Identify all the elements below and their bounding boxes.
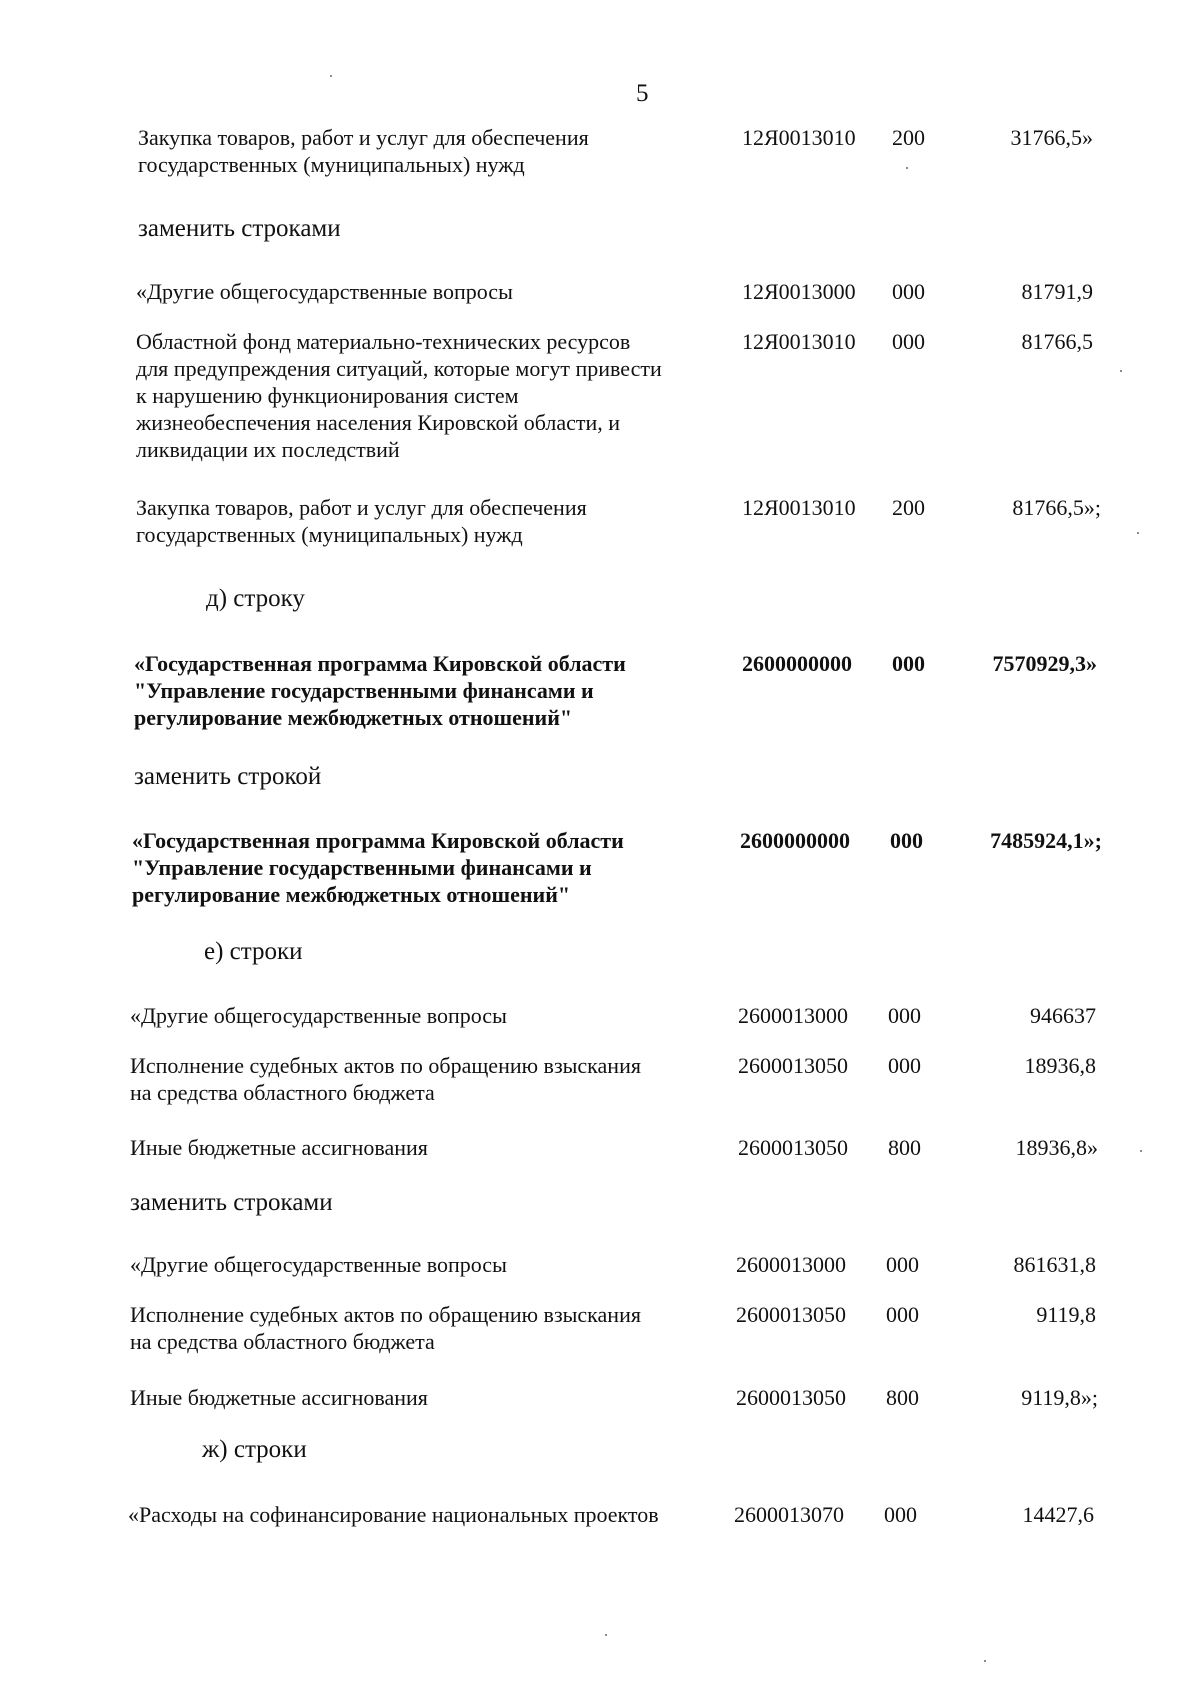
row-description: «Расходы на софинансирование национальных проектов — [128, 1502, 659, 1527]
row-expense-type: 000 — [892, 329, 925, 354]
row-code: 2600013000 — [736, 1252, 846, 1277]
row-code: 2600013070 — [734, 1502, 844, 1527]
row-description: «Другие общегосударственные вопросы — [130, 1252, 507, 1277]
instruction-text: заменить строками — [138, 215, 341, 242]
row-description: Иные бюджетные ассигнования — [130, 1385, 428, 1410]
row-description: Исполнение судебных актов по обращению взыскания на средства областного бюджета — [130, 1053, 641, 1105]
row-amount: 81766,5 — [1021, 329, 1093, 354]
row-amount: 7485924,1»; — [990, 828, 1102, 853]
row-description: Исполнение судебных актов по обращению взыскания на средства областного бюджета — [130, 1302, 641, 1354]
row-expense-type: 200 — [892, 495, 925, 520]
row-code: 2600013050 — [738, 1135, 848, 1160]
row-description: Областной фонд материально-технических ресурсов для предупреждения ситуаций, которые могут привести к нарушению функционирования систем жизнеобеспечения населения Кировской области, и ликвидации их последствий — [136, 329, 662, 462]
scan-speck — [984, 1660, 986, 1662]
row-code: 12Я0013010 — [742, 495, 856, 520]
row-description: Закупка товаров, работ и услуг для обеспечения государственных (муниципальных) нужд — [136, 495, 587, 547]
instruction-text: д) строку — [206, 585, 305, 612]
row-expense-type: 000 — [888, 1003, 921, 1028]
row-description: Иные бюджетные ассигнования — [130, 1135, 428, 1160]
row-code: 12Я0013010 — [742, 329, 856, 354]
row-description: «Другие общегосударственные вопросы — [130, 1003, 507, 1028]
scan-speck — [605, 1634, 607, 1636]
row-code: 2600013050 — [736, 1385, 846, 1410]
row-expense-type: 000 — [892, 279, 925, 304]
row-code: 2600013050 — [738, 1053, 848, 1078]
row-amount: 9119,8»; — [1021, 1385, 1098, 1410]
row-description: «Другие общегосударственные вопросы — [136, 279, 513, 304]
row-expense-type: 000 — [884, 1502, 917, 1527]
instruction-text: е) строки — [204, 938, 303, 965]
row-description: Закупка товаров, работ и услуг для обеспечения государственных (муниципальных) нужд — [138, 125, 589, 177]
scan-speck — [330, 75, 332, 77]
scan-speck — [1137, 532, 1139, 534]
row-code: 2600013000 — [738, 1003, 848, 1028]
row-amount: 14427,6 — [1022, 1502, 1094, 1527]
row-expense-type: 800 — [888, 1135, 921, 1160]
row-amount: 9119,8 — [1036, 1302, 1096, 1327]
row-code: 2600000000 — [742, 651, 852, 676]
row-expense-type: 000 — [886, 1302, 919, 1327]
row-amount: 81766,5»; — [1012, 495, 1101, 520]
row-expense-type: 000 — [886, 1252, 919, 1277]
row-code: 12Я0013000 — [742, 279, 856, 304]
row-description: «Государственная программа Кировской области "Управление государственными финансами и регулирование межбюджетных отношений" — [132, 828, 624, 907]
row-expense-type: 800 — [886, 1385, 919, 1410]
scan-speck — [1120, 370, 1122, 372]
instruction-text: заменить строками — [130, 1189, 333, 1216]
row-amount: 7570929,3» — [992, 651, 1097, 676]
instruction-text: ж) строки — [202, 1436, 307, 1463]
row-amount: 81791,9 — [1021, 279, 1093, 304]
row-expense-type: 000 — [892, 651, 925, 676]
scan-speck — [1140, 1150, 1142, 1152]
instruction-text: заменить строкой — [134, 763, 322, 790]
row-amount: 861631,8 — [1013, 1252, 1096, 1277]
row-code: 2600000000 — [740, 828, 850, 853]
row-expense-type: 000 — [890, 828, 923, 853]
row-description: «Государственная программа Кировской области "Управление государственными финансами и регулирование межбюджетных отношений" — [134, 651, 626, 730]
row-amount: 18936,8 — [1024, 1053, 1096, 1078]
row-amount: 946637 — [1030, 1003, 1096, 1028]
row-expense-type: 200 — [892, 125, 925, 150]
row-code: 12Я0013010 — [742, 125, 856, 150]
row-code: 2600013050 — [736, 1302, 846, 1327]
row-amount: 18936,8» — [1015, 1135, 1098, 1160]
row-expense-type: 000 — [888, 1053, 921, 1078]
page-number: 5 — [636, 80, 649, 107]
row-amount: 31766,5» — [1010, 125, 1093, 150]
scan-speck — [906, 167, 908, 169]
